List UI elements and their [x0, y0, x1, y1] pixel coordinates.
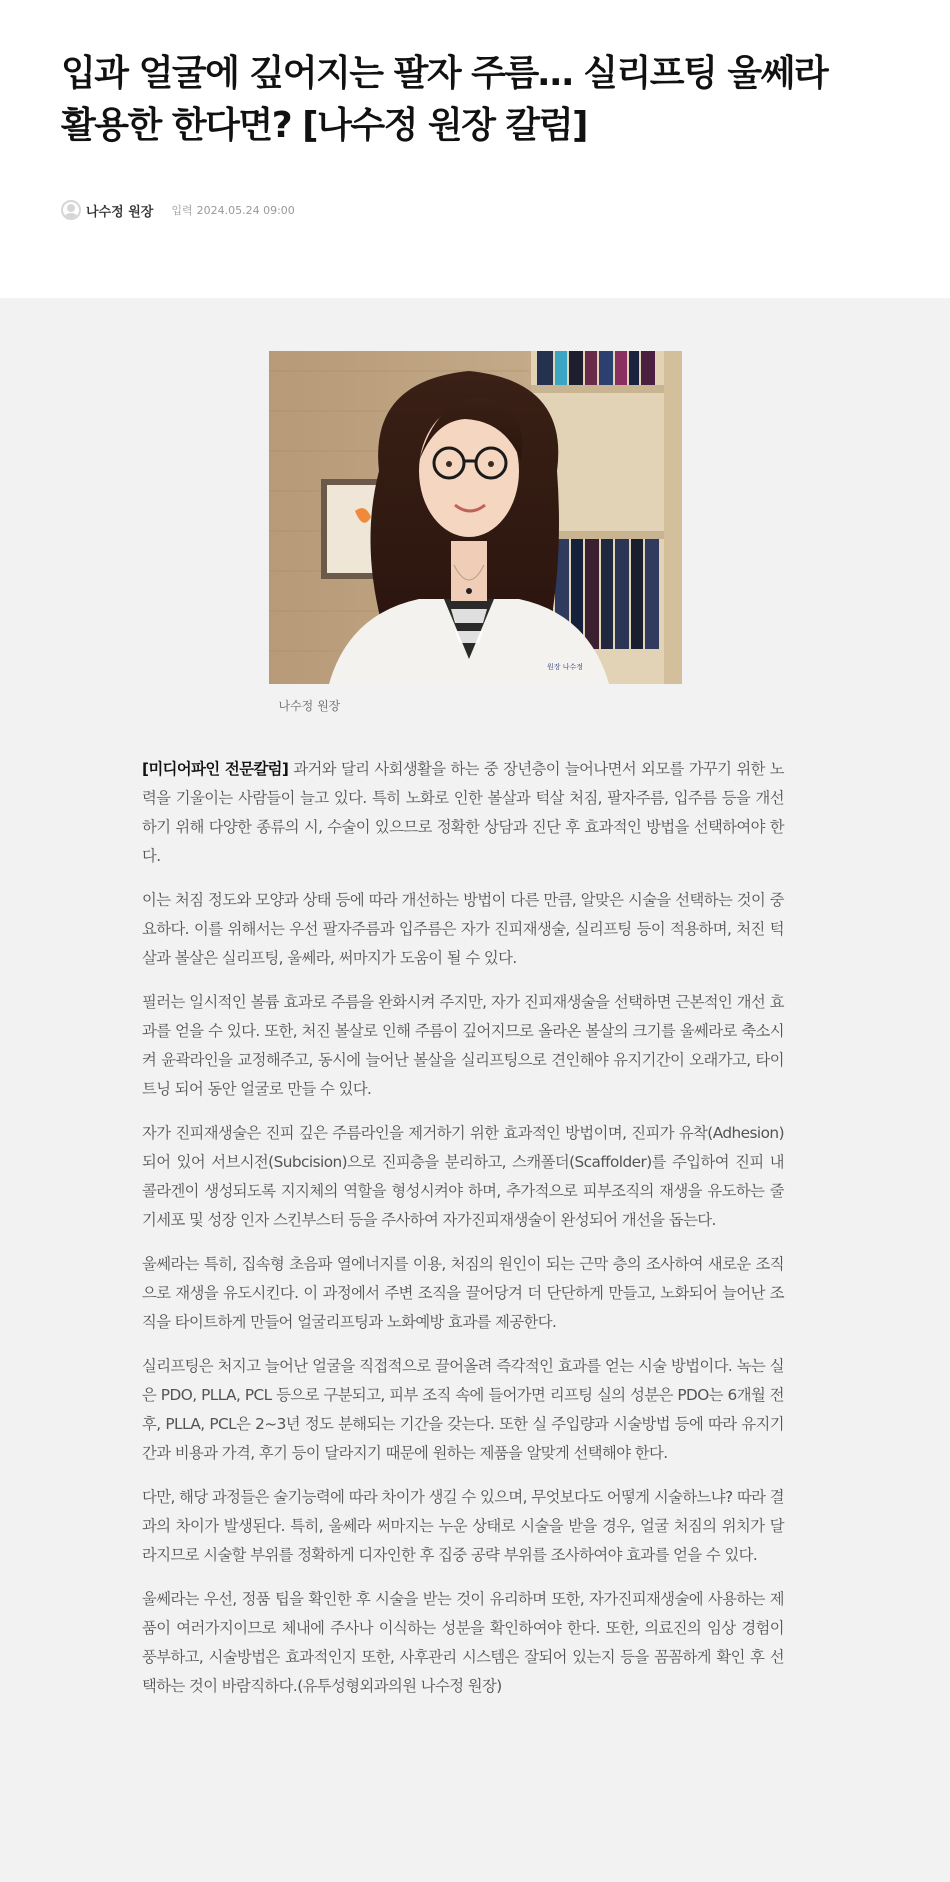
column-tag: [미디어파인 전문칼럼] — [142, 760, 289, 778]
byline — [61, 198, 926, 222]
photo-caption: 나수정 원장 — [278, 699, 341, 713]
paragraph: 실리프팅은 처지고 늘어난 얼굴을 직접적으로 끌어올려 즉각적인 효과를 얻는 시술 방법이다. 녹는 실은 PDO, PLLA, PCL 등으로 구분되고, 피부 조직 속에 들어가면 리프팅 실의 성분은 PDO는 6개월 전후, PLLA, PCL은 2~3년 정도 분해되는 기간을 갖는다. 또한 실 주입량과 시술방법 등에 따라 유지기간과 비용과 가격, 후기 등이 달라지기 때문에 원하는 제품을 알맞게 선택해야 한다. — [142, 1357, 784, 1462]
svg-text:원장 나수정: 원장 나수정 — [546, 663, 583, 671]
publish-date: 2024.05.24 09:00 — [196, 203, 295, 217]
paragraph: 자가 진피재생술은 진피 깊은 주름라인을 제거하기 위한 효과적인 방법이며, 진피가 유착(Adhesion)되어 있어 서브시전(Subcision)으로 진피층을 분리하고, 스캐폴더(Scaffolder)를 주입하여 진피 내 콜라겐이 생성되도록 지지체의 역할을 형성시켜야 하며, 추가적으로 피부조직의 재생을 유도하는 줄기세포 및 성장 인자 스킨부스터 등을 주사하여 자가진피재생술이 완성되어 개선을 돕는다. — [142, 1124, 784, 1229]
author-avatar-icon — [61, 200, 81, 220]
lead-text: 과거와 달리 사회생활을 하는 중 장년층이 늘어나면서 외모를 가꾸기 위한 노력을 기울이는 사람들이 늘고 있다. 특히 노화로 인한 볼살과 턱살 처짐, 팔자주름, 입주름 등을 개선하기 위해 다양한 종류의 시, 수술이 있으므로 정확한 상담과 진단 후 효과적인 방법을 선택하여야 한다. — [142, 760, 784, 865]
paragraph: 다만, 해당 과정들은 술기능력에 따라 차이가 생길 수 있으며, 무엇보다도 어떻게 시술하느냐? 따라 결과의 차이가 발생된다. 특히, 울쎄라 써마지는 누운 상태로 시술을 받을 경우, 얼굴 처짐의 위치가 달라지므로 시술할 부위를 정확하게 디자인한 후 집중 공략 부위를 조사하여야 효과를 얻을 수 있다. — [142, 1488, 784, 1564]
paragraph: 이는 처짐 정도와 모양과 상태 등에 따라 개선하는 방법이 다른 만큼, 알맞은 시술을 선택하는 것이 중요하다. 이를 위해서는 우선 팔자주름과 입주름은 자가 진피재생술, 실리프팅 등이 적용하며, 처진 턱살과 볼살은 실리프팅, 울쎄라, 써마지가 도움이 될 수 있다. — [142, 891, 784, 967]
article-body — [0, 298, 950, 1701]
author-photo — [269, 351, 682, 684]
date-label: 입력 — [171, 204, 193, 217]
article-content — [142, 755, 784, 1701]
author-photo-figure — [269, 351, 682, 714]
paragraph: 울쎄라는 특히, 집속형 초음파 열에너지를 이용, 처짐의 원인이 되는 근막 층의 조사하여 새로운 조직으로 재생을 유도시킨다. 이 과정에서 주변 조직을 끌어당겨 더 단단하게 만들고, 노화되어 늘어난 조직을 타이트하게 만들어 얼굴리프팅과 노화예방 효과를 제공한다. — [142, 1255, 784, 1331]
author-name[interactable]: 나수정 원장 — [86, 204, 154, 220]
article-header — [0, 0, 950, 298]
paragraph: 울쎄라는 우선, 정품 팁을 확인한 후 시술을 받는 것이 유리하며 또한, 자가진피재생술에 사용하는 제품이 여러가지이므로 체내에 주사나 이식하는 성분을 확인하여야 한다. 또한, 의료진의 임상 경험이 풍부하고, 시술방법은 효과적인지 또한, 사후관리 시스템은 잘되어 있는지 등을 꼼꼼하게 확인 후 선택하는 것이 바람직하다.(유투성형외과의원 나수정 원장) — [142, 1590, 784, 1695]
lead-paragraph — [142, 755, 784, 871]
paragraph: 필러는 일시적인 볼륨 효과로 주름을 완화시켜 주지만, 자가 진피재생술을 선택하면 근본적인 개선 효과를 얻을 수 있다. 또한, 처진 볼살로 인해 주름이 깊어지므로 올라온 볼살의 크기를 울쎄라로 축소시켜 윤곽라인을 교정해주고, 동시에 늘어난 볼살을 실리프팅으로 견인해야 유지기간이 오래가고, 타이트닝 되어 동안 얼굴로 만들 수 있다. — [142, 993, 784, 1098]
article-title: 입과 얼굴에 깊어지는 팔자 주름… 실리프팅 울쎄라 활용한 한다면? [나수정 원장 칼럼] — [61, 53, 828, 146]
